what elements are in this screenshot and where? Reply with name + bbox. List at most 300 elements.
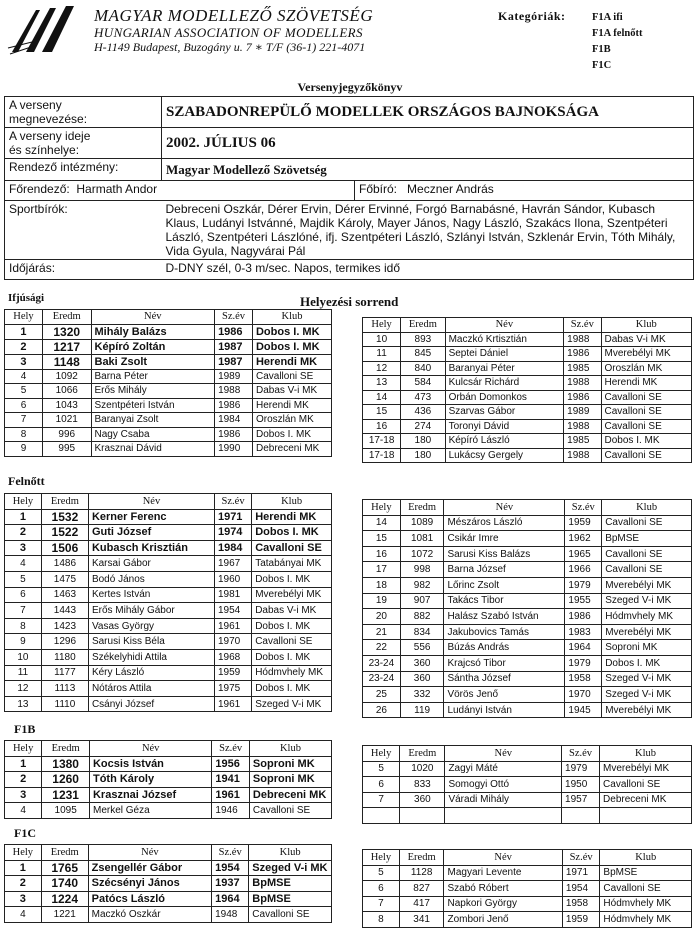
placing-title: Helyezési sorrend — [300, 294, 399, 309]
cell-result: 1522 — [41, 525, 88, 541]
results-table-f1c-left — [4, 844, 332, 923]
table-row — [363, 347, 692, 362]
table-row — [363, 624, 692, 640]
cell-name: Maczkó Krtisztián — [445, 332, 564, 347]
cell-club: BpMSE — [249, 876, 332, 892]
col-header-place: Hely — [363, 850, 400, 866]
cell-year: 1971 — [214, 509, 251, 525]
cell-name: Zagyi Máté — [445, 761, 562, 777]
col-header-name: Név — [88, 494, 214, 510]
cell-name: Somogyi Ottó — [445, 777, 562, 793]
col-header-result: Eredm — [42, 310, 91, 325]
cell-name: Jakubovics Tamás — [444, 624, 565, 640]
cell-result: 1320 — [42, 324, 91, 339]
cell-place: 20 — [363, 609, 401, 625]
cell-club: Herendi MK — [252, 509, 332, 525]
cell-year: 1962 — [565, 531, 602, 547]
cell-year: 1968 — [214, 649, 251, 665]
col-header-result: Eredm — [400, 500, 444, 516]
table-row — [5, 860, 332, 876]
cell-name: Vasas György — [88, 618, 214, 634]
cell-result: 998 — [400, 562, 444, 578]
table-row — [363, 609, 692, 625]
cell-club: Mverebélyi MK — [252, 587, 332, 603]
cell-place: 5 — [363, 761, 400, 777]
cell-year: 1954 — [212, 860, 249, 876]
cell-club: Cavalloni SE — [601, 405, 691, 420]
cell-year: 1945 — [565, 702, 602, 718]
cell-place: 21 — [363, 624, 401, 640]
cell-place: 6 — [363, 881, 400, 897]
cell-result: 1380 — [42, 756, 90, 772]
col-header-club: Klub — [252, 494, 332, 510]
cell-year: 1970 — [565, 687, 602, 703]
table-row — [5, 772, 332, 788]
cell-place: 23-24 — [363, 655, 401, 671]
cell-club: Cavalloni SE — [600, 881, 692, 897]
table-row — [5, 509, 332, 525]
cell-club: BpMSE — [249, 891, 332, 907]
cell-year: 1954 — [562, 881, 600, 897]
col-header-result: Eredm — [41, 845, 88, 861]
cell-place: 13 — [363, 376, 401, 391]
table-row — [363, 702, 692, 718]
org-name-hu: MAGYAR MODELLEZŐ SZÖVETSÉG — [94, 6, 374, 25]
cell-place: 23-24 — [363, 671, 401, 687]
categories-list — [592, 10, 642, 74]
cell-result: 1180 — [41, 649, 88, 665]
cell-club: Oroszlán MK — [601, 361, 691, 376]
table-row — [5, 634, 332, 650]
cell-name: Baki Zsolt — [91, 354, 215, 369]
cell-club: BpMSE — [602, 531, 692, 547]
table-row — [5, 324, 332, 339]
cell-name: Kerner Ferenc — [88, 509, 214, 525]
table-row — [363, 761, 692, 777]
cell-result: 1177 — [41, 665, 88, 681]
cell-place: 9 — [5, 442, 43, 457]
cell-year: 1958 — [562, 896, 600, 912]
table-row — [5, 665, 332, 681]
table-row — [363, 562, 692, 578]
cell-club: Mverebélyi MK — [602, 624, 692, 640]
host-value: Magyar Modellező Szövetség — [162, 159, 694, 181]
cell-result: 1221 — [41, 907, 88, 923]
cell-year: 1950 — [562, 777, 600, 793]
cell-name: Takács Tibor — [444, 593, 565, 609]
cell-name: Karsai Gábor — [88, 556, 214, 572]
cell-club: Dobos I. MK — [252, 681, 332, 697]
cell-year: 1984 — [214, 540, 251, 556]
cell-result: 1765 — [41, 860, 88, 876]
cell-result: 180 — [401, 434, 445, 449]
cell-name: Septei Dániel — [445, 347, 564, 362]
cell-year: 1974 — [214, 525, 251, 541]
cell-name: Lukácsy Gergely — [445, 448, 564, 463]
cell-name: Ludányi István — [444, 702, 565, 718]
cell-place: 4 — [5, 369, 43, 384]
cell-name: Csikár Imre — [444, 531, 565, 547]
cell-name: Sarusi Kiss Béla — [88, 634, 214, 650]
cell-club: Hódmvhely MK — [600, 896, 692, 912]
cell-place: 13 — [5, 696, 42, 712]
cell-result: 119 — [400, 702, 444, 718]
table-row — [5, 891, 332, 907]
cell-year: 1987 — [215, 339, 253, 354]
cell-year: 1984 — [215, 413, 253, 428]
cell-result: 1110 — [41, 696, 88, 712]
cell-place: 8 — [5, 427, 43, 442]
cell-club: Cavalloni SE — [602, 562, 692, 578]
cell-club: Herendi MK — [252, 398, 331, 413]
cell-club: Dobos I. MK — [601, 434, 691, 449]
cell-result: 1224 — [41, 891, 88, 907]
cell-result: 1532 — [41, 509, 88, 525]
col-header-place: Hely — [5, 310, 43, 325]
table-header-row — [5, 741, 332, 757]
cell-year: 1983 — [565, 624, 602, 640]
col-header-club: Klub — [602, 500, 692, 516]
judge-value: Meczner András — [407, 182, 494, 196]
col-header-name: Név — [444, 500, 565, 516]
competition-info-table — [4, 96, 694, 280]
cell-club: Cavalloni SE — [602, 515, 692, 531]
weather-label: Időjárás: — [5, 260, 162, 280]
cell-result: 1506 — [41, 540, 88, 556]
table-row — [363, 332, 692, 347]
cell-place: 1 — [5, 509, 42, 525]
cell-year: 1970 — [214, 634, 251, 650]
cell-result: 1066 — [42, 384, 91, 399]
table-row — [363, 912, 692, 928]
cell-year: 1986 — [564, 390, 601, 405]
table-row — [363, 448, 692, 463]
cell-result: 982 — [400, 577, 444, 593]
cell-name: Szabó Róbert — [444, 881, 562, 897]
cell-name: Erős Mihály — [91, 384, 215, 399]
cell-year: 1960 — [214, 571, 251, 587]
table-row — [5, 339, 332, 354]
cell-name: Bodó János — [88, 571, 214, 587]
cell-club: Cavalloni SE — [249, 907, 332, 923]
cell-name: Nótáros Attila — [88, 681, 214, 697]
cell-club: Soproni MK — [249, 772, 331, 788]
col-header-result: Eredm — [41, 494, 88, 510]
cell-name: Orbán Domonkos — [445, 390, 564, 405]
cell-club: Dobos I. MK — [252, 571, 332, 587]
col-header-name: Név — [445, 746, 562, 762]
cell-result — [400, 808, 445, 824]
table-header-row — [363, 850, 692, 866]
section-title-felnott: Felnőtt — [8, 474, 45, 488]
cell-year: 1981 — [214, 587, 251, 603]
cell-name: Napkori György — [444, 896, 562, 912]
competition-name-value: SZABADONREPÜLŐ MODELLEK ORSZÁGOS BAJNOKSÁGA — [162, 97, 694, 128]
cell-place: 3 — [5, 891, 42, 907]
cell-place: 16 — [363, 419, 401, 434]
cell-club: Cavalloni SE — [252, 634, 332, 650]
cell-club — [600, 808, 692, 824]
cell-year: 1988 — [564, 448, 601, 463]
cell-result: 556 — [400, 640, 444, 656]
cell-place: 14 — [363, 515, 401, 531]
cell-place: 2 — [5, 772, 42, 788]
cell-name: Toronyi Dávid — [445, 419, 564, 434]
cell-result: 1486 — [41, 556, 88, 572]
col-header-result: Eredm — [400, 746, 445, 762]
cell-result: 1740 — [41, 876, 88, 892]
cell-name: Krasznai Dávid — [91, 442, 215, 457]
cell-year: 1959 — [565, 515, 602, 531]
cell-result: 584 — [401, 376, 445, 391]
table-row — [363, 361, 692, 376]
cell-year: 1987 — [215, 354, 253, 369]
results-table-f1b-left — [4, 740, 332, 819]
cell-place: 6 — [363, 777, 400, 793]
col-header-name: Név — [444, 850, 562, 866]
table-row — [5, 803, 332, 819]
table-row — [5, 442, 332, 457]
cell-place: 5 — [5, 384, 43, 399]
cell-result: 893 — [401, 332, 445, 347]
cell-year: 1988 — [564, 419, 601, 434]
table-header-row — [363, 746, 692, 762]
cell-club: Cavalloni SE — [252, 369, 331, 384]
col-header-place: Hely — [5, 741, 42, 757]
cell-club: Mverebélyi MK — [602, 577, 692, 593]
category-item: F1C — [592, 60, 612, 71]
cell-name: Kulcsár Richárd — [445, 376, 564, 391]
cell-place: 6 — [5, 398, 43, 413]
cell-result: 845 — [401, 347, 445, 362]
col-header-club: Klub — [249, 741, 331, 757]
cell-club: Szeged V-i MK — [602, 687, 692, 703]
table-row — [5, 787, 332, 803]
cell-name: Szarvas Gábor — [445, 405, 564, 420]
cell-year: 1941 — [212, 772, 250, 788]
cell-place: 1 — [5, 860, 42, 876]
cell-year: 1959 — [562, 912, 600, 928]
col-header-club: Klub — [252, 310, 331, 325]
cell-place: 17-18 — [363, 448, 401, 463]
table-header-row — [5, 310, 332, 325]
col-header-year: Sz.év — [564, 318, 601, 333]
cell-result: 1128 — [399, 865, 444, 881]
cell-year: 1988 — [564, 376, 601, 391]
table-row — [5, 907, 332, 923]
table-row — [363, 655, 692, 671]
col-header-year: Sz.év — [214, 494, 251, 510]
cell-year: 1958 — [565, 671, 602, 687]
col-header-club: Klub — [249, 845, 332, 861]
cell-result: 1020 — [400, 761, 445, 777]
cell-place: 12 — [5, 681, 42, 697]
cell-result: 1217 — [42, 339, 91, 354]
cell-place: 2 — [5, 876, 42, 892]
results-table-felnott-left — [4, 493, 332, 712]
cell-place: 10 — [363, 332, 401, 347]
cell-name: Patócs László — [88, 891, 211, 907]
cell-club: Debreceni MK — [600, 792, 692, 808]
competition-date-label: A verseny ideje és színhelye: — [5, 128, 162, 159]
cell-club: Dabas V-i MK — [601, 332, 691, 347]
cell-club: Cavalloni SE — [600, 777, 692, 793]
cell-place: 2 — [5, 525, 42, 541]
cell-year: 1967 — [214, 556, 251, 572]
section-title-ifjusagi: Ifjúsági — [8, 292, 45, 304]
cell-name: Magyari Levente — [444, 865, 562, 881]
table-row — [5, 354, 332, 369]
cell-result: 1148 — [42, 354, 91, 369]
cell-place: 15 — [363, 405, 401, 420]
cell-club: Herendi MK — [252, 354, 331, 369]
cell-name: Krasznai József — [89, 787, 211, 803]
table-row — [5, 587, 332, 603]
cell-result: 1423 — [41, 618, 88, 634]
cell-year: 1979 — [562, 761, 600, 777]
col-header-year: Sz.év — [212, 741, 250, 757]
col-header-place: Hely — [5, 494, 42, 510]
cell-year: 1937 — [212, 876, 249, 892]
cell-place: 19 — [363, 593, 401, 609]
cell-year — [562, 808, 600, 824]
cell-year: 1957 — [562, 792, 600, 808]
cell-result: 840 — [401, 361, 445, 376]
cell-name: Baranyai Zsolt — [91, 413, 215, 428]
cell-place: 4 — [5, 556, 42, 572]
col-header-name: Név — [91, 310, 215, 325]
col-header-year: Sz.év — [562, 850, 600, 866]
cell-result: 995 — [42, 442, 91, 457]
cell-name: Nagy Csaba — [91, 427, 215, 442]
cell-year: 1955 — [565, 593, 602, 609]
cell-place: 3 — [5, 787, 42, 803]
cell-result: 1296 — [41, 634, 88, 650]
cell-result: 1043 — [42, 398, 91, 413]
cell-name — [445, 808, 562, 824]
table-row — [363, 546, 692, 562]
cell-name: Képíró László — [445, 434, 564, 449]
cell-place: 2 — [5, 339, 43, 354]
table-row — [363, 640, 692, 656]
table-row — [363, 577, 692, 593]
cell-year: 1961 — [214, 618, 251, 634]
cell-name: Kubasch Krisztián — [88, 540, 214, 556]
table-row — [5, 571, 332, 587]
cell-club: Cavalloni SE — [601, 419, 691, 434]
cell-name: Kocsis István — [89, 756, 211, 772]
cell-place — [363, 808, 400, 824]
cell-result: 436 — [401, 405, 445, 420]
cell-result: 1443 — [41, 603, 88, 619]
table-header-row — [363, 318, 692, 333]
table-row — [5, 876, 332, 892]
cell-result: 180 — [401, 448, 445, 463]
col-header-result: Eredm — [399, 850, 444, 866]
cell-year: 1971 — [562, 865, 600, 881]
cell-result: 834 — [400, 624, 444, 640]
cell-result: 1463 — [41, 587, 88, 603]
cell-club: Mverebélyi MK — [600, 761, 692, 777]
cell-result: 833 — [400, 777, 445, 793]
cell-club: Debreceni MK — [252, 442, 331, 457]
table-row — [363, 593, 692, 609]
col-header-place: Hely — [363, 500, 401, 516]
col-header-club: Klub — [600, 746, 692, 762]
table-row — [5, 756, 332, 772]
cell-club: Dobos I. MK — [252, 649, 332, 665]
cell-year: 1956 — [212, 756, 250, 772]
cell-place: 11 — [5, 665, 42, 681]
cell-name: Barna Péter — [91, 369, 215, 384]
cell-club: Debreceni MK — [249, 787, 331, 803]
cell-club: Szeged V-i MK — [602, 593, 692, 609]
cell-year: 1961 — [214, 696, 251, 712]
cell-year: 1988 — [564, 332, 601, 347]
cell-club: Dobos I. MK — [252, 525, 332, 541]
cell-place: 8 — [5, 618, 42, 634]
cell-place: 17-18 — [363, 434, 401, 449]
cell-club: Hódmvhely MK — [600, 912, 692, 928]
cell-name: Zombori Jenő — [444, 912, 562, 928]
cell-year: 1986 — [215, 427, 253, 442]
table-header-row — [5, 845, 332, 861]
officials-value: Debreceni Oszkár, Dérer Ervin, Dérer Ervinné, Forgó Barnabásné, Havrán Sándor, Kubasch Klaus, Ludányi Istvánné, Majdik Károly, Mayer János, Nagy László, Szakács Ilona, Szentpéteri László, Szentpéteri Lászlóné, ifj. Szentpéteri László, Szlányi István, Szklenár Ervin, Tóth Mihály, Vida Gyula, Nagyvárai Pál — [162, 201, 694, 260]
table-row — [5, 649, 332, 665]
cell-year: 1979 — [565, 577, 602, 593]
cell-name: Krajcsó Tibor — [444, 655, 565, 671]
col-header-place: Hely — [363, 318, 401, 333]
cell-name: Sántha József — [444, 671, 565, 687]
table-row — [5, 525, 332, 541]
table-row — [5, 427, 332, 442]
table-header-row — [5, 494, 332, 510]
cell-club: Dabas V-i MK — [252, 603, 332, 619]
table-header-row — [363, 500, 692, 516]
cell-club: Dabas V-i MK — [252, 384, 331, 399]
cell-year: 1954 — [214, 603, 251, 619]
cell-name: Kertes István — [88, 587, 214, 603]
cell-place: 1 — [5, 324, 43, 339]
cell-place: 11 — [363, 347, 401, 362]
table-row — [363, 777, 692, 793]
col-header-year: Sz.év — [212, 845, 249, 861]
cell-year: 1986 — [564, 347, 601, 362]
col-header-place: Hely — [5, 845, 42, 861]
cell-year: 1959 — [214, 665, 251, 681]
cell-name: Maczkó Oszkár — [88, 907, 211, 923]
table-row — [363, 808, 692, 824]
col-header-club: Klub — [600, 850, 692, 866]
competition-date-value: 2002. JÚLIUS 06 — [162, 128, 694, 159]
cell-club: Soproni MK — [602, 640, 692, 656]
cell-place: 6 — [5, 587, 42, 603]
table-row — [5, 556, 332, 572]
cell-result: 1095 — [42, 803, 90, 819]
table-row — [363, 881, 692, 897]
table-row — [5, 540, 332, 556]
cell-year: 1965 — [565, 546, 602, 562]
cell-place: 10 — [5, 649, 42, 665]
section-title-f1b: F1B — [14, 722, 36, 736]
cell-club: Szeged V-i MK — [602, 671, 692, 687]
cell-year: 1964 — [212, 891, 249, 907]
cell-place: 3 — [5, 354, 43, 369]
cell-result: 996 — [42, 427, 91, 442]
col-header-year: Sz.év — [562, 746, 600, 762]
cell-name: Halász Szabó István — [444, 609, 565, 625]
cell-place: 5 — [5, 571, 42, 587]
